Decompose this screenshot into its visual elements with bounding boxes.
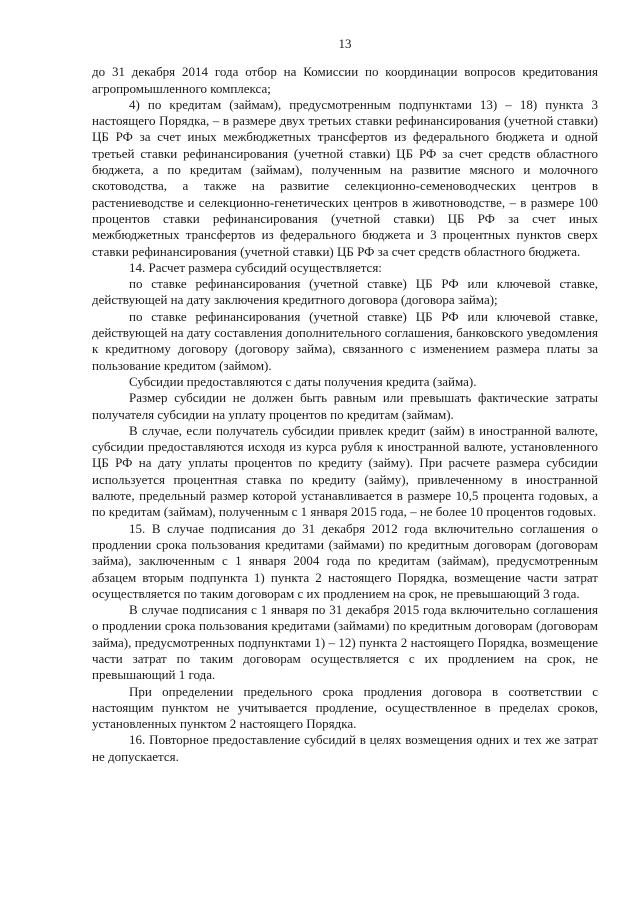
paragraph: В случае подписания с 1 января по 31 декабря 2015 года включительно соглашения о продлении срока пользования кредитами (займами) по кредитным договорам (договорам займа), предусмотренных подпунктами 1) – 12) пункта 2 настоящего Порядка, возмещение части затрат по таким договорам осуществляется с их продлением на срок, не превышающий 1 года.	[92, 602, 598, 683]
paragraph: по ставке рефинансирования (учетной ставке) ЦБ РФ или ключевой ставке, действующей на дату составления дополнительного соглашения, банковского уведомления к кредитному договору (договору займа), связанного с изменением размера платы за пользование кредитом (займом).	[92, 308, 598, 373]
paragraph: по ставке рефинансирования (учетной ставке) ЦБ РФ или ключевой ставке, действующей на дату заключения кредитного договора (договора займа);	[92, 276, 598, 308]
paragraph: В случае, если получатель субсидии привлек кредит (займ) в иностранной валюте, субсидии предоставляются исходя из курса рубля к иностранной валюте, установленного ЦБ РФ на дату уплаты процентов по кредиту (займу). При расчете размера субсидии используется процентная ставка по кредиту (займу), привлеченному в иностранной валюте, предельный размер которой устанавливается в размере 10,5 процента годовых, а по кредитам (займам), полученным с 1 января 2015 года, – не более 10 процентов годовых.	[92, 422, 598, 520]
paragraph: 4) по кредитам (займам), предусмотренным подпунктами 13) – 18) пункта 3 настоящего Порядка, – в размере двух третьих ставки рефинансирования (учетной ставки) ЦБ РФ за счет иных межбюджетных трансфертов из федерального бюджета и одной третьей ставки рефинансирования (учетной ставки) ЦБ РФ за счет средств областного бюджета, а по кредитам (займам), полученным на развитие мясного и молочного скотоводства, а также на развитие селекционно-семеноводческих центров в растениеводстве и селекционно-генетических центров в животноводстве, – в размере 100 процентов ставки рефинансирования (учетной ставки) ЦБ РФ за счет иных межбюджетных трансфертов из федерального бюджета и 3 процентных пунктов сверх ставки рефинансирования (учетной ставки) ЦБ РФ за счет средств областного бюджета.	[92, 96, 598, 259]
paragraph: При определении предельного срока продления договора в соответствии с настоящим пунктом не учитывается продление, осуществленное в пределах сроков, установленных пунктом 2 настоящего Порядка.	[92, 683, 598, 732]
paragraph: 16. Повторное предоставление субсидий в целях возмещения одних и тех же затрат не допускается.	[92, 732, 598, 764]
paragraph: Размер субсидии не должен быть равным или превышать фактические затраты получателя субсидии на уплату процентов по кредитам (займам).	[92, 390, 598, 422]
document-page	[92, 36, 598, 765]
paragraph: 15. В случае подписания до 31 декабря 2012 года включительно соглашения о продлении срока пользования кредитами (займами) по кредитным договорам (договорам займа), заключенным с 1 января 2004 года по кредитам (займам), предусмотренным абзацем вторым подпункта 1) пункта 2 настоящего Порядка, возмещение части затрат осуществляется по таким договорам с их продлением на срок, не превышающий 3 года.	[92, 520, 598, 601]
paragraph: 14. Расчет размера субсидий осуществляется:	[129, 259, 382, 275]
paragraph: Субсидии предоставляются с даты получения кредита (займа).	[129, 373, 477, 389]
paragraph: до 31 декабря 2014 года отбор на Комиссии по координации вопросов кредитования агропромышленного комплекса;	[92, 64, 598, 96]
page-number: 13	[338, 36, 352, 51]
document-body	[92, 64, 598, 765]
